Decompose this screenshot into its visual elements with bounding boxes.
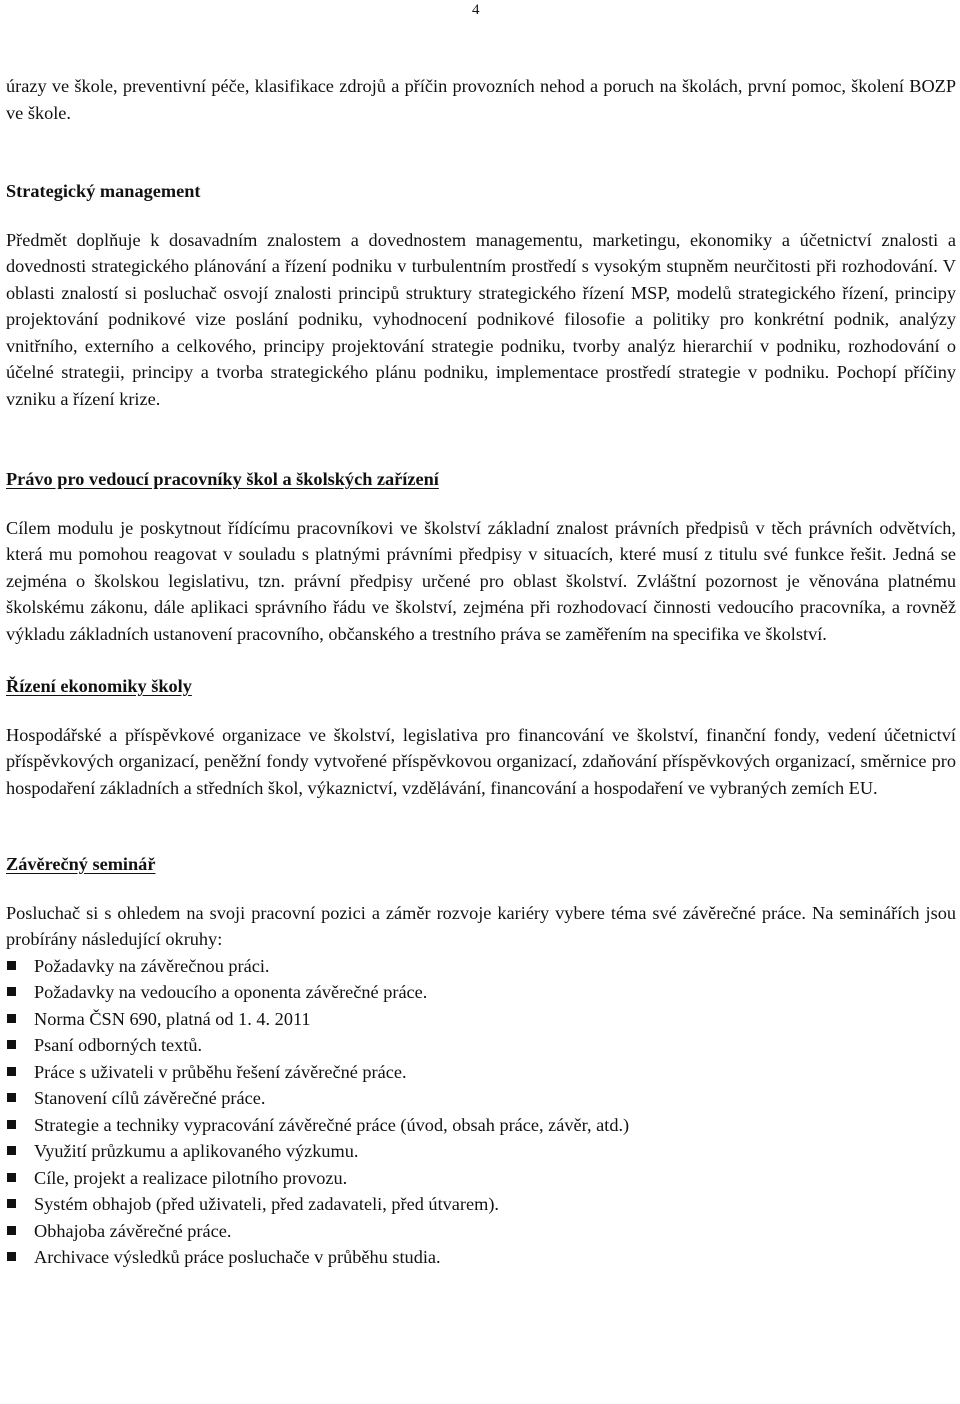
intro-paragraph: úrazy ve škole, preventivní péče, klasifikace zdrojů a příčin provozních nehod a poruch na školách, první pomoc, školení BOZP ve škole. [6,76,956,123]
square-bullet-icon [7,1173,16,1182]
square-bullet-icon [7,1226,16,1235]
list-item: Obhajoba závěrečné práce. [6,1218,956,1245]
page-number: 4 [472,2,480,18]
list-item: Využití průzkumu a aplikovaného výzkumu. [6,1138,956,1165]
list-item: Psaní odborných textů. [6,1032,956,1059]
section-title-strategic-management: Strategický management [6,181,201,201]
list-item: Archivace výsledků práce posluchače v průběhu studia. [6,1244,956,1271]
section-title-law: Právo pro vedoucí pracovníky škol a školských zařízení [6,469,439,489]
square-bullet-icon [7,987,16,996]
section-body-strategic-management: Předmět doplňuje k dosavadním znalostem a dovednostem managementu, marketingu, ekonomiky a účetnictví znalosti a dovednosti strategického plánování a řízení podniku v turbulentním prostředí s vysokým stupněm neurčitosti při rozhodování. V oblasti znalostí si posluchač osvojí znalosti principů struktury strategického řízení MSP, modelů strategického řízení, principy projektování podnikové vize poslání podniku, vyhodnocení podnikové filosofie a politiky pro konkrétní podnik, analýzy vnitřního, externího a celkového, principy projektování strategie podniku, tvorby analýz hierarchií v podniku, rozhodování o účelné strategii, principy a tvorba strategického plánu podniku, implementace prostředí strategie v podniku. Pochopí příčiny vzniku a řízení krize. [6,229,956,409]
section-body-school-economics: Hospodářské a příspěvkové organizace ve školství, legislativa pro financování ve školství, finanční fondy, vedení účetnictví příspěvkových organizací, peněžní fondy vytvořené příspěvkovou organizací, zdaňování příspěvkových organizací, směrnice pro hospodaření základních a středních škol, výkaznictví, vzdělávání, financování a hospodaření ve vybraných zemích EU. [6,724,956,798]
square-bullet-icon [7,1199,16,1208]
list-item: Strategie a techniky vypracování závěrečné práce (úvod, obsah práce, závěr, atd.) [6,1112,956,1139]
square-bullet-icon [7,1093,16,1102]
section-body-final-seminar: Posluchač si s ohledem na svoji pracovní pozici a záměr rozvoje kariéry vybere téma své závěrečné práce. Na seminářích jsou probírány následující okruhy: [6,902,956,949]
list-item: Systém obhajob (před uživateli, před zadavateli, před útvarem). [6,1191,956,1218]
square-bullet-icon [7,1146,16,1155]
square-bullet-icon [7,1067,16,1076]
document-body [6,73,956,1271]
square-bullet-icon [7,1252,16,1261]
list-item: Cíle, projekt a realizace pilotního provozu. [6,1165,956,1192]
square-bullet-icon [7,1014,16,1023]
section-body-law: Cílem modulu je poskytnout řídícímu pracovníkovi ve školství základní znalost právních předpisů v těch právních odvětvích, která mu pomohou reagovat v souladu s platnými právními předpisy v situacích, které musí z titulu své funkce řešit. Jedná se zejména o školskou legislativu, tzn. právní předpisy určené pro oblast školství. Zvláštní pozornost je věnována platnému školskému zákonu, dále aplikaci správního řádu ve školství, zejména při rozhodovací činnosti vedoucího pracovníka, a rovněž výkladu základních ustanovení pracovního, občanského a trestního práva se zaměřením na specifika ve školství. [6,517,956,644]
list-item: Norma ČSN 690, platná od 1. 4. 2011 [6,1006,956,1033]
square-bullet-icon [7,1120,16,1129]
square-bullet-icon [7,1040,16,1049]
list-item: Práce s uživateli v průběhu řešení závěrečné práce. [6,1059,956,1086]
list-item: Stanovení cílů závěrečné práce. [6,1085,956,1112]
list-item: Požadavky na vedoucího a oponenta závěrečné práce. [6,979,956,1006]
seminar-topics-list [6,953,956,1271]
list-item: Požadavky na závěrečnou práci. [6,953,956,980]
section-title-school-economics: Řízení ekonomiky školy [6,676,192,696]
square-bullet-icon [7,961,16,970]
section-title-final-seminar: Závěrečný seminář [6,854,156,874]
